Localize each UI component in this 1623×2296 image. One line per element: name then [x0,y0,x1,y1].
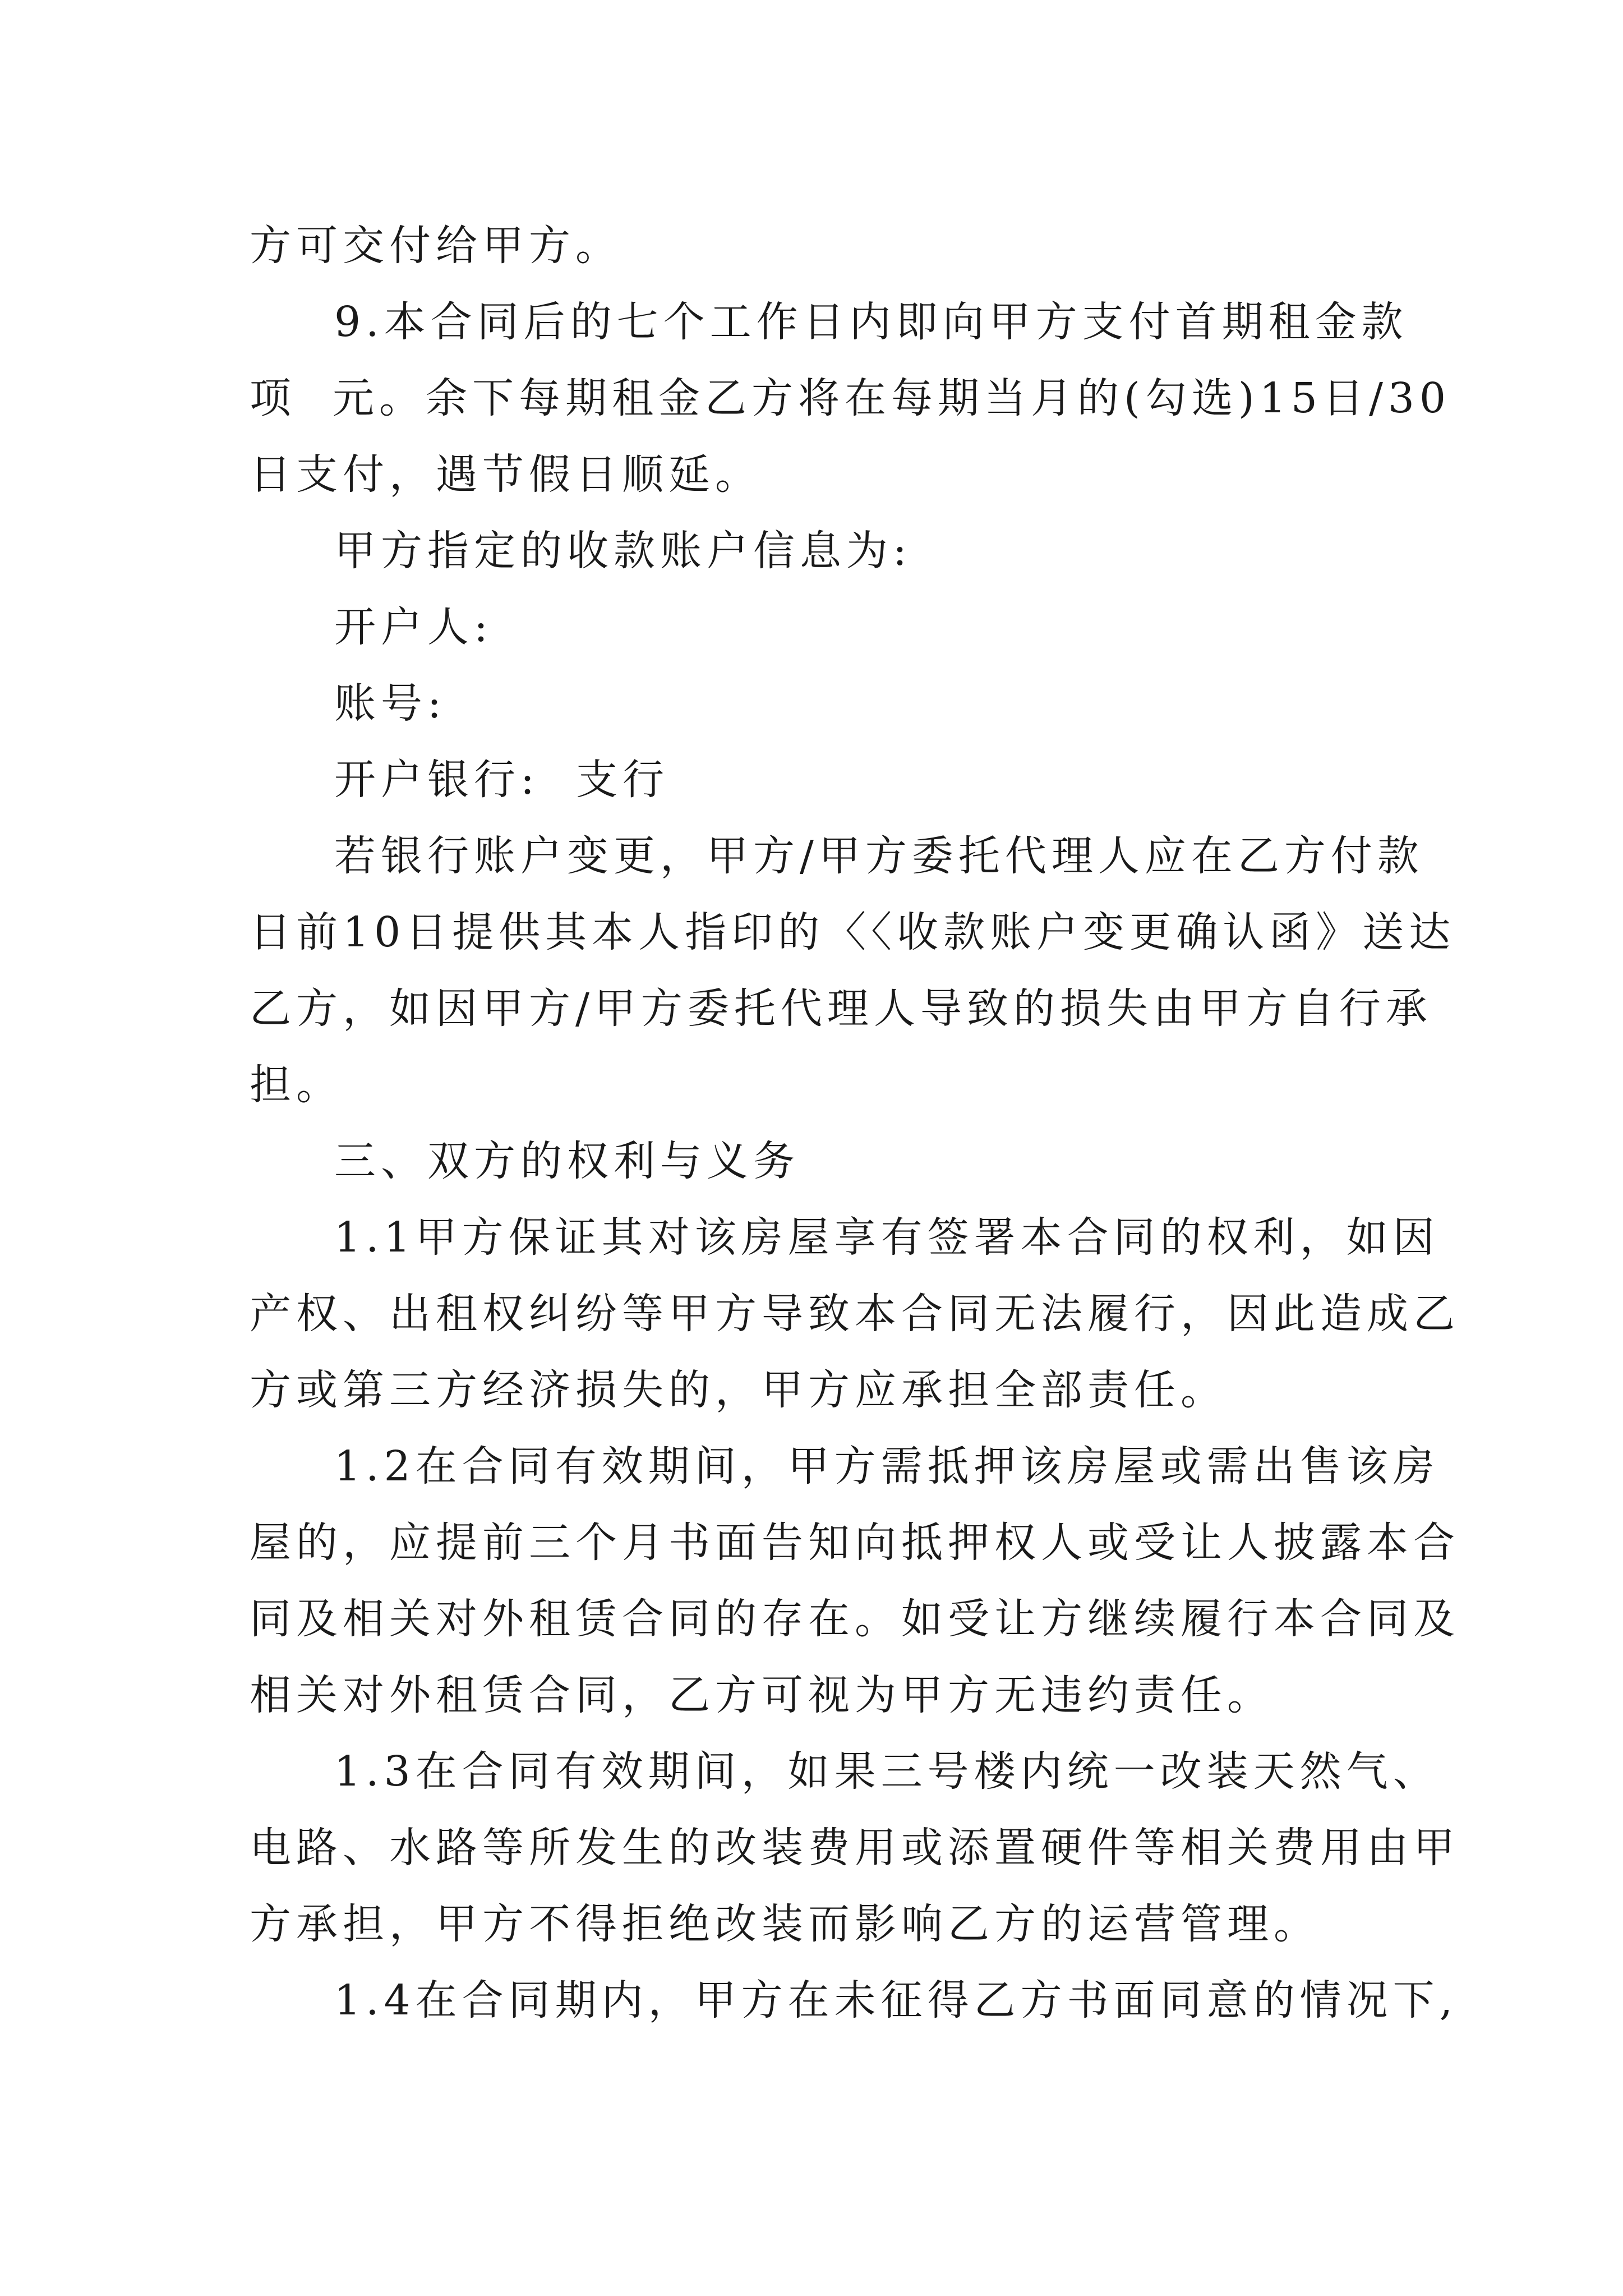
clause-9-line-2: 项 元。余下每期租金乙方将在每期当月的(勾选)15日/30 [250,374,1451,422]
clause-1-2-line-4: 相关对外租赁合同，乙方可视为甲方无违约责任。 [250,1671,1274,1719]
account-change-line-2: 日前10日提供其本人指印的〈〈收款账户变更确认函》送达 [250,908,1456,956]
account-info-heading: 甲方指定的收款账户信息为: [334,527,912,575]
clause-9-line-1: 9.本合同后的七个工作日内即向甲方支付首期租金款 [334,298,1408,346]
clause-1-2-line-3: 同及相关对外租赁合同的存在。如受让方继续履行本合同及 [250,1595,1460,1643]
account-change-line-1: 若银行账户变更，甲方/甲方委托代理人应在乙方付款 [334,832,1424,880]
clause-1-1-line-2: 产权、出租权纠纷等甲方导致本合同无法履行，因此造成乙 [250,1290,1460,1338]
clause-1-3-line-3: 方承担，甲方不得拒绝改装而影响乙方的运营管理。 [250,1900,1320,1948]
clause-1-4-line-1: 1.4在合同期内，甲方在未征得乙方书面同意的情况下, [334,1976,1458,2024]
bank-branch-label: 开户银行: 支行 [334,756,669,804]
account-number-label: 账号: [334,679,446,728]
account-holder-label: 开户人: [334,603,493,651]
clause-1-3-line-1: 1.3在合同有效期间，如果三号楼内统一改装天然气、 [334,1747,1440,1796]
clause-1-1-line-3: 方或第三方经济损失的，甲方应承担全部责任。 [250,1366,1227,1414]
account-change-line-3: 乙方，如因甲方/甲方委托代理人导致的损失由甲方自行承 [250,984,1432,1033]
clause-9-line-3: 日支付，遇节假日顺延。 [250,450,762,499]
clause-1-3-line-2: 电路、水路等所发生的改装费用或添置硬件等相关费用由甲 [250,1824,1460,1872]
account-change-line-4: 担。 [250,1061,343,1109]
clause-1-1-line-1: 1.1甲方保证其对该房屋享有签署本合同的权利，如因 [334,1213,1440,1262]
clause-1-2-line-1: 1.2在合同有效期间，甲方需抵押该房屋或需出售该房 [334,1442,1440,1490]
clause-1-2-line-2: 屋的，应提前三个月书面告知向抵押权人或受让人披露本合 [250,1519,1460,1567]
section-3-heading: 三、双方的权利与义务 [334,1137,800,1185]
text-line-continuation: 方可交付给甲方。 [250,222,622,270]
